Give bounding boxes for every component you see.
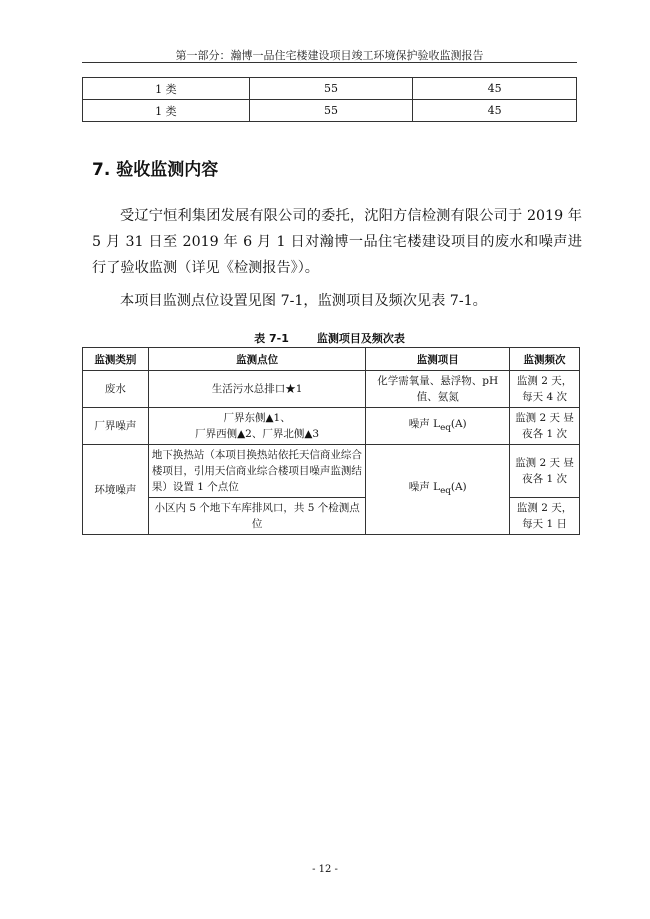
point-cell: 小区内 5 个地下车库排风口，共 5 个检测点位 (148, 498, 366, 535)
point-line: 厂界西侧▲2、厂界北侧▲3 (195, 428, 320, 440)
item-subscript: eq (440, 423, 451, 434)
table-number: 表 7-1 (254, 332, 289, 345)
category-cell: 环境噪声 (83, 445, 149, 535)
item-suffix: (A) (450, 417, 467, 430)
frequency-cell: 监测 2 天 昼夜各 1 次 (510, 445, 580, 498)
column-header: 监测类别 (83, 348, 149, 371)
page-number: - 12 - (312, 864, 338, 875)
table-title: 监测项目及频次表 (316, 332, 405, 345)
frequency-cell: 监测 2 天，每天 1 日 (510, 498, 580, 535)
table-row-env-noise-a (83, 445, 580, 498)
table-cell: 1 类 (83, 100, 250, 122)
column-header: 监测频次 (510, 348, 580, 371)
table-row (83, 78, 577, 100)
table-cell: 1 类 (83, 78, 250, 100)
column-header: 监测项目 (366, 348, 510, 371)
item-cell (366, 445, 510, 535)
body-paragraph: 本项目监测点位设置见图 7-1，监测项目及频次见表 7-1。 (120, 293, 487, 309)
body-paragraph: 受辽宁恒利集团发展有限公司的委托，沈阳方信检测有限公司于 2019 年 5 月 31 日至 2019 年 6 月 1 日对瀚博一品住宅楼建设项目的废水和噪声进行了验收监测（详见《检测报告》）。 (92, 208, 582, 276)
table-cell: 55 (249, 100, 413, 122)
monitoring-table (82, 347, 580, 535)
item-cell (366, 408, 510, 445)
point-cell (148, 408, 366, 445)
table-row (83, 100, 577, 122)
noise-standard-table (82, 77, 577, 122)
point-line: 厂界东侧▲1、 (223, 412, 291, 424)
item-prefix: 噪声 L (408, 417, 441, 430)
frequency-cell: 监测 2 天 昼夜各 1 次 (510, 408, 580, 445)
item-suffix: (A) (450, 481, 467, 494)
table-row-wastewater (83, 371, 580, 408)
column-header: 监测点位 (148, 348, 366, 371)
item-prefix: 噪声 L (408, 481, 441, 494)
point-cell: 地下换热站（本项目换热站依托天信商业综合楼项目，引用天信商业综合楼项目噪声监测结果）设置 1 个点位 (148, 445, 366, 498)
frequency-cell: 监测 2 天，每天 4 次 (510, 371, 580, 408)
running-header: 第一部分：瀚博一品住宅楼建设项目竣工环境保护验收监测报告 (175, 49, 484, 62)
section-title: 7. 验收监测内容 (92, 160, 219, 180)
table-header-row (83, 348, 580, 371)
table-caption (82, 330, 577, 346)
category-cell: 废水 (83, 371, 149, 408)
table-row-boundary-noise (83, 408, 580, 445)
item-subscript: eq (440, 486, 451, 497)
table-cell: 45 (413, 100, 577, 122)
category-cell: 厂界噪声 (83, 408, 149, 445)
table-cell: 55 (249, 78, 413, 100)
item-cell: 化学需氧量、悬浮物、pH 值、氨氮 (366, 371, 510, 408)
header-rule (82, 62, 577, 63)
point-cell: 生活污水总排口★1 (148, 371, 366, 408)
table-cell: 45 (413, 78, 577, 100)
